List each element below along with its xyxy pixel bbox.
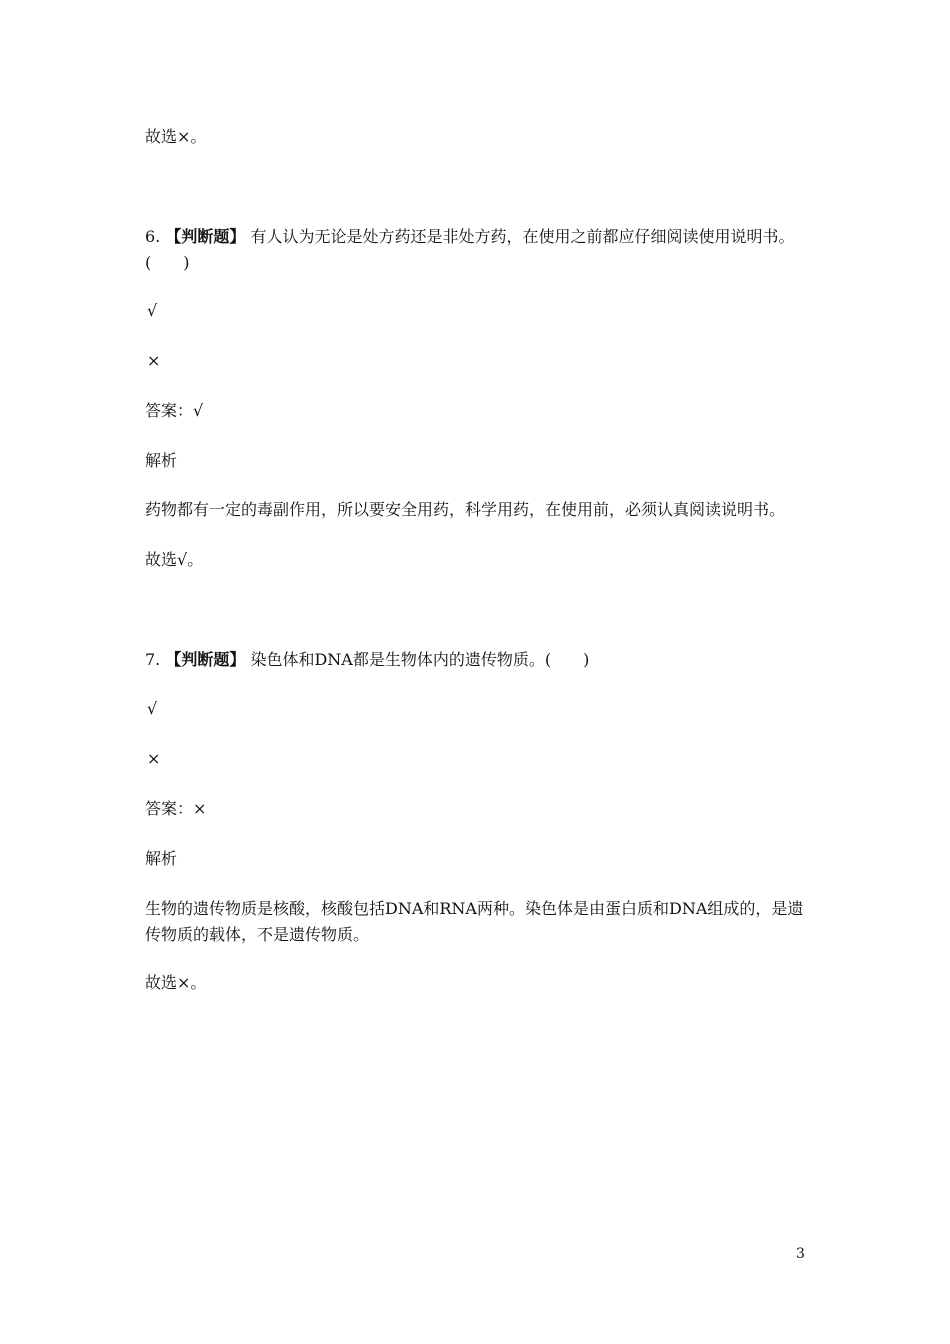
analysis-text: 生物的遗传物质是核酸，核酸包括DNA和RNA两种。染色体是由蛋白质和DNA组成的，是遗传物质的载体，不是遗传物质。 bbox=[145, 899, 804, 944]
option-false: × bbox=[147, 749, 161, 768]
option-false: × bbox=[147, 351, 161, 370]
answer: 答案：√ bbox=[145, 401, 204, 420]
question-6-stem bbox=[145, 224, 810, 276]
conclusion: 故选×。 bbox=[145, 973, 207, 992]
analysis-text: 药物都有一定的毒副作用，所以要安全用药，科学用药，在使用前，必须认真阅读说明书。 bbox=[145, 500, 786, 519]
page-number: 3 bbox=[796, 1246, 805, 1262]
analysis-label: 解析 bbox=[145, 849, 178, 868]
question-text: 有人认为无论是处方药还是非处方药，在使用之前都应仔细阅读使用说明书。( ) bbox=[145, 227, 795, 272]
option-true: √ bbox=[147, 301, 158, 320]
question-type: 【判断题】 bbox=[165, 227, 246, 246]
conclusion: 故选√。 bbox=[145, 550, 204, 569]
prev-conclusion: 故选×。 bbox=[145, 127, 207, 146]
question-number: 6. bbox=[145, 227, 161, 246]
question-7-stem bbox=[145, 647, 810, 673]
question-number: 7. bbox=[145, 650, 161, 669]
question-type: 【判断题】 bbox=[165, 650, 246, 669]
answer: 答案：× bbox=[145, 799, 207, 818]
question-text: 染色体和DNA都是生物体内的遗传物质。( ) bbox=[250, 650, 590, 669]
analysis-label: 解析 bbox=[145, 451, 178, 470]
option-true: √ bbox=[147, 699, 158, 718]
